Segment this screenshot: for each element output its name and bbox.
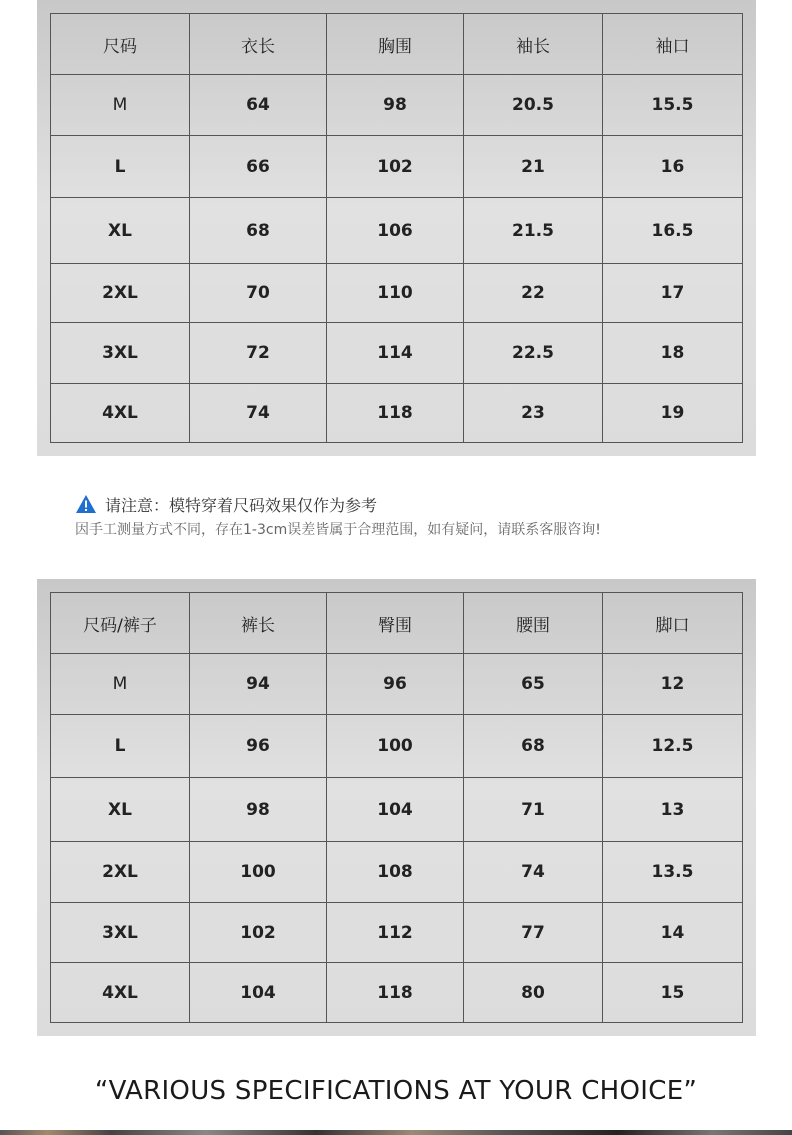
- value-cell: 94: [190, 654, 327, 715]
- size-notice: [75, 491, 755, 539]
- value-cell: 98: [190, 778, 327, 842]
- value-cell: 110: [327, 264, 464, 323]
- table-row: [51, 198, 743, 264]
- notice-title: 请注意：模特穿着尺码效果仅作为参考: [105, 495, 378, 515]
- table-row: [51, 903, 743, 963]
- size-cell: 3XL: [51, 903, 190, 963]
- value-cell: 118: [327, 963, 464, 1023]
- value-cell: 100: [190, 842, 327, 903]
- value-cell: 16: [603, 136, 743, 198]
- value-cell: 74: [464, 842, 603, 903]
- value-cell: 72: [190, 323, 327, 384]
- value-cell: 108: [327, 842, 464, 903]
- bottom-size-panel: [37, 579, 756, 1036]
- value-cell: 70: [190, 264, 327, 323]
- table-header-row: [51, 593, 743, 654]
- value-cell: 21.5: [464, 198, 603, 264]
- value-cell: 66: [190, 136, 327, 198]
- size-cell: L: [51, 136, 190, 198]
- table-row: [51, 715, 743, 778]
- header-cell: 衣长: [190, 14, 327, 75]
- value-cell: 77: [464, 903, 603, 963]
- value-cell: 98: [327, 75, 464, 136]
- value-cell: 18: [603, 323, 743, 384]
- size-cell: XL: [51, 778, 190, 842]
- value-cell: 102: [190, 903, 327, 963]
- value-cell: 114: [327, 323, 464, 384]
- value-cell: 112: [327, 903, 464, 963]
- value-cell: 96: [327, 654, 464, 715]
- header-cell: 袖口: [603, 14, 743, 75]
- table-row: [51, 264, 743, 323]
- table-row: [51, 75, 743, 136]
- value-cell: 80: [464, 963, 603, 1023]
- table-row: [51, 963, 743, 1023]
- warning-icon: [75, 494, 97, 514]
- value-cell: 74: [190, 384, 327, 443]
- value-cell: 118: [327, 384, 464, 443]
- value-cell: 64: [190, 75, 327, 136]
- value-cell: 65: [464, 654, 603, 715]
- size-cell: 4XL: [51, 963, 190, 1023]
- value-cell: 22: [464, 264, 603, 323]
- value-cell: 16.5: [603, 198, 743, 264]
- value-cell: 12: [603, 654, 743, 715]
- header-cell: 尺码/裤子: [51, 593, 190, 654]
- table-row: [51, 323, 743, 384]
- table-header-row: [51, 14, 743, 75]
- value-cell: 100: [327, 715, 464, 778]
- value-cell: 13.5: [603, 842, 743, 903]
- value-cell: 104: [327, 778, 464, 842]
- value-cell: 68: [464, 715, 603, 778]
- table-row: [51, 136, 743, 198]
- value-cell: 13: [603, 778, 743, 842]
- header-cell: 袖长: [464, 14, 603, 75]
- size-cell: XL: [51, 198, 190, 264]
- size-cell: 2XL: [51, 264, 190, 323]
- table-row: [51, 842, 743, 903]
- table-row: [51, 654, 743, 715]
- top-size-table: [50, 13, 743, 443]
- size-cell: L: [51, 715, 190, 778]
- table-row: [51, 384, 743, 443]
- value-cell: 23: [464, 384, 603, 443]
- size-cell: 4XL: [51, 384, 190, 443]
- value-cell: 15.5: [603, 75, 743, 136]
- value-cell: 19: [603, 384, 743, 443]
- slogan-heading: “VARIOUS SPECIFICATIONS AT YOUR CHOICE”: [94, 1076, 698, 1106]
- product-photo-strip: [0, 1130, 792, 1135]
- size-cell: M: [51, 75, 190, 136]
- value-cell: 20.5: [464, 75, 603, 136]
- header-cell: 胸围: [327, 14, 464, 75]
- value-cell: 15: [603, 963, 743, 1023]
- top-size-panel: [37, 0, 756, 456]
- notice-detail: 因手工测量方式不同，存在1-3cm误差皆属于合理范围，如有疑问，请联系客服咨询!: [75, 522, 601, 538]
- header-cell: 脚口: [603, 593, 743, 654]
- value-cell: 68: [190, 198, 327, 264]
- value-cell: 106: [327, 198, 464, 264]
- value-cell: 71: [464, 778, 603, 842]
- bottom-size-table: [50, 592, 743, 1023]
- header-cell: 臀围: [327, 593, 464, 654]
- table-row: [51, 778, 743, 842]
- value-cell: 17: [603, 264, 743, 323]
- value-cell: 14: [603, 903, 743, 963]
- value-cell: 102: [327, 136, 464, 198]
- header-cell: 裤长: [190, 593, 327, 654]
- size-cell: 3XL: [51, 323, 190, 384]
- value-cell: 12.5: [603, 715, 743, 778]
- value-cell: 104: [190, 963, 327, 1023]
- size-cell: M: [51, 654, 190, 715]
- size-cell: 2XL: [51, 842, 190, 903]
- header-cell: 尺码: [51, 14, 190, 75]
- value-cell: 96: [190, 715, 327, 778]
- header-cell: 腰围: [464, 593, 603, 654]
- value-cell: 22.5: [464, 323, 603, 384]
- value-cell: 21: [464, 136, 603, 198]
- notice-title-row: [75, 491, 755, 517]
